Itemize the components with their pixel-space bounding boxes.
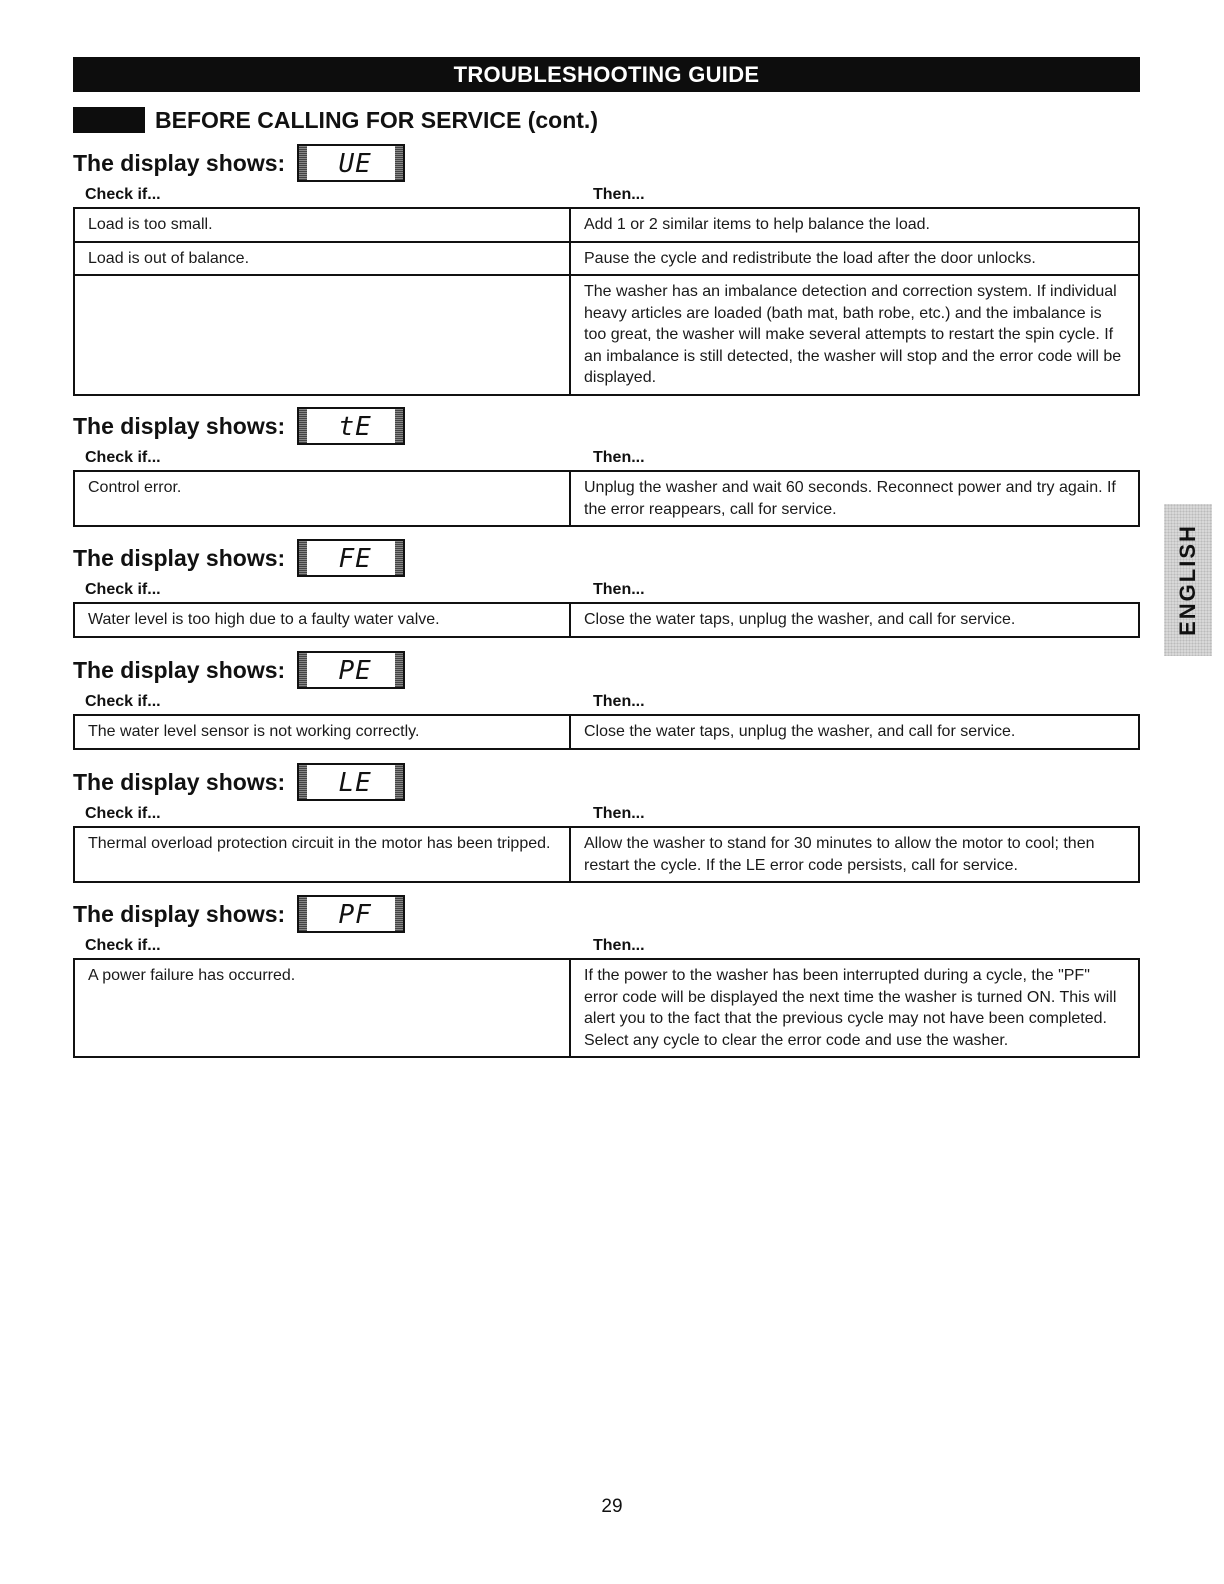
troubleshoot-table (73, 958, 1140, 1058)
lcd-display (297, 539, 405, 577)
page-banner: TROUBLESHOOTING GUIDE (73, 57, 1140, 92)
table-row (74, 603, 1139, 637)
language-side-tab (1164, 504, 1212, 656)
then-header: Then... (593, 581, 645, 598)
lcd-display (297, 763, 405, 801)
section-le (73, 762, 1140, 883)
lcd-display (297, 651, 405, 689)
then-cell: Close the water taps, unplug the washer, and call for service. (570, 603, 1139, 637)
subheading-bar (73, 107, 145, 133)
section-pe (73, 650, 1140, 750)
section-subheading (73, 106, 598, 134)
display-shows-label: The display shows: (73, 768, 286, 795)
table-row (74, 208, 1139, 242)
then-header: Then... (593, 186, 645, 203)
check-cell: The water level sensor is not working correctly. (74, 715, 570, 749)
check-cell: Control error. (74, 471, 570, 526)
then-cell: Allow the washer to stand for 30 minutes to allow the motor to cool; then restart the cycle. If the LE error code persists, call for service. (570, 827, 1139, 882)
section-fe (73, 538, 1140, 638)
then-header: Then... (593, 937, 645, 954)
check-header: Check if... (85, 937, 161, 954)
table-row (74, 471, 1139, 526)
check-header: Check if... (85, 805, 161, 822)
check-cell: A power failure has occurred. (74, 959, 570, 1057)
page-number: 29 (601, 1496, 623, 1517)
lcd-display (297, 895, 405, 933)
subheading-text: BEFORE CALLING FOR SERVICE (cont.) (155, 106, 598, 133)
table-row (74, 275, 1139, 395)
error-code: PE (338, 656, 372, 686)
language-tab-label: ENGLISH (1175, 524, 1200, 636)
check-header: Check if... (85, 186, 161, 203)
troubleshoot-table (73, 470, 1140, 527)
troubleshoot-table (73, 826, 1140, 883)
check-cell: Load is too small. (74, 208, 570, 242)
lcd-display (297, 407, 405, 445)
check-cell: Load is out of balance. (74, 242, 570, 276)
check-header: Check if... (85, 581, 161, 598)
check-header: Check if... (85, 693, 161, 710)
then-cell: Pause the cycle and redistribute the load after the door unlocks. (570, 242, 1139, 276)
troubleshoot-table (73, 602, 1140, 638)
then-header: Then... (593, 693, 645, 710)
table-row (74, 715, 1139, 749)
check-header: Check if... (85, 449, 161, 466)
table-row (74, 827, 1139, 882)
then-cell: Unplug the washer and wait 60 seconds. Reconnect power and try again. If the error reappears, call for service. (570, 471, 1139, 526)
error-code: UE (338, 149, 372, 179)
check-cell: Thermal overload protection circuit in the motor has been tripped. (74, 827, 570, 882)
table-row (74, 242, 1139, 276)
troubleshoot-table (73, 207, 1140, 396)
then-header: Then... (593, 805, 645, 822)
display-shows-label: The display shows: (73, 656, 286, 683)
troubleshoot-table (73, 714, 1140, 750)
display-shows-label: The display shows: (73, 149, 286, 176)
then-header: Then... (593, 449, 645, 466)
error-code: PF (338, 900, 372, 930)
check-cell (74, 275, 570, 395)
error-code: FE (338, 544, 372, 574)
then-cell: Add 1 or 2 similar items to help balance the load. (570, 208, 1139, 242)
then-cell: The washer has an imbalance detection and correction system. If individual heavy articles are loaded (bath mat, bath robe, etc.) and the imbalance is too great, the washer will make several attempts to restart the spin cycle. If an imbalance is still detected, the washer will stop and the error code will be displayed. (570, 275, 1139, 395)
error-code: LE (338, 768, 372, 798)
check-cell: Water level is too high due to a faulty water valve. (74, 603, 570, 637)
lcd-display (297, 144, 405, 182)
then-cell: Close the water taps, unplug the washer, and call for service. (570, 715, 1139, 749)
section-te (73, 406, 1140, 527)
then-cell: If the power to the washer has been interrupted during a cycle, the "PF" error code will be displayed the next time the washer is turned ON. This will alert you to the fact that the previous cycle may not have been completed. Select any cycle to clear the error code and use the washer. (570, 959, 1139, 1057)
section-ue (73, 143, 1140, 396)
display-shows-label: The display shows: (73, 412, 286, 439)
section-pf (73, 894, 1140, 1058)
display-shows-label: The display shows: (73, 544, 286, 571)
table-row (74, 959, 1139, 1057)
display-shows-label: The display shows: (73, 900, 286, 927)
error-code: tE (338, 412, 372, 442)
